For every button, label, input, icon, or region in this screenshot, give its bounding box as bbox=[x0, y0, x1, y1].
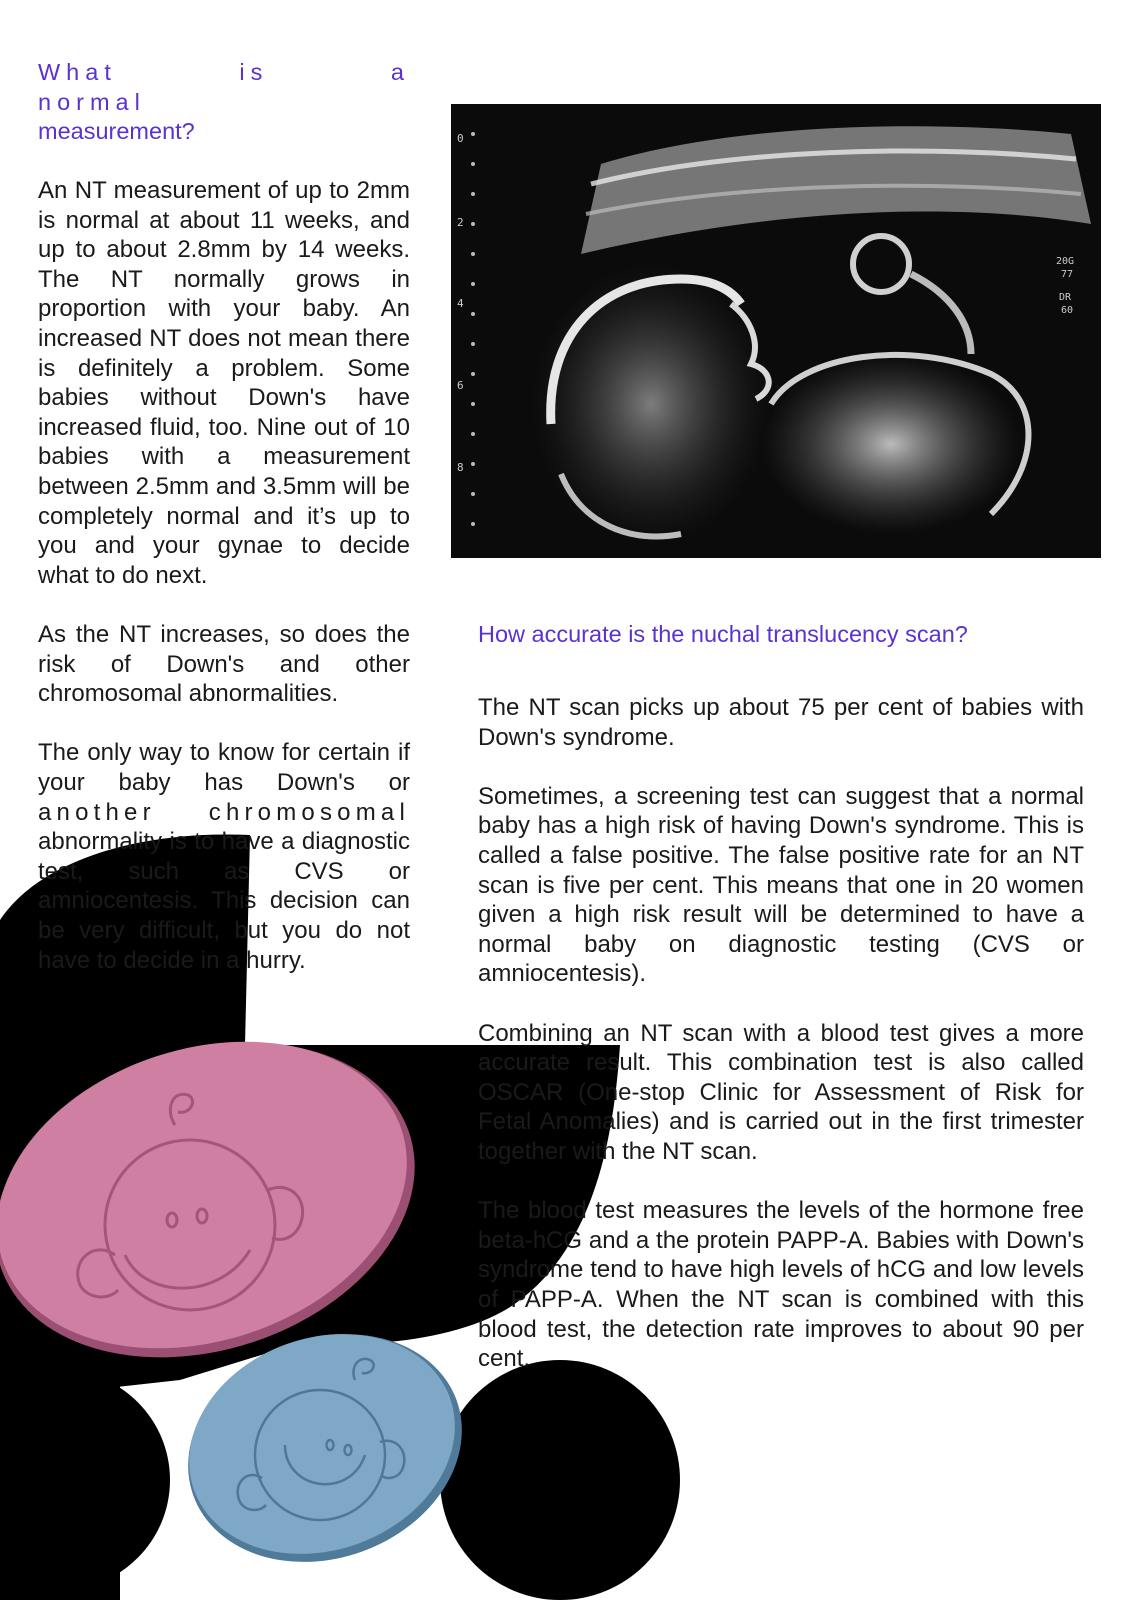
scan-setting-gain: 20G bbox=[1056, 256, 1075, 267]
ultrasound-scan-image bbox=[451, 104, 1101, 558]
depth-label-0: 0 bbox=[457, 132, 464, 145]
diagnostic-test-paragraph bbox=[38, 738, 410, 975]
heading-line-2: measurement? bbox=[38, 118, 195, 144]
nt-increase-paragraph: As the NT increases, so does the risk of Down's and other chromosomal abnormalities. bbox=[38, 621, 410, 708]
diagnostic-text-part-1: The only way to know for certain if your baby has Down's or bbox=[38, 739, 410, 796]
depth-label-2: 2 bbox=[457, 216, 464, 229]
left-column bbox=[38, 58, 410, 975]
scan-setting-dr-value: 60 bbox=[1061, 305, 1074, 316]
false-positive-paragraph: Sometimes, a screening test can suggest that a normal baby has a high risk of having Down's syndrome. This is called a false positive. The false positive rate for an NT scan is five per cent. This means that one in 20 women given a high risk result will be determined to have a normal baby on diagnostic testing (CVS or amniocentesis). bbox=[478, 782, 1084, 988]
accuracy-heading: How accurate is the nuchal translucency scan? bbox=[478, 621, 968, 647]
depth-label-8: 8 bbox=[457, 461, 464, 474]
nt-measurement-paragraph: An NT measurement of up to 2mm is normal at about 11 weeks, and up to about 2.8mm by 14 weeks. The NT normally grows in proportion with your baby. An increased NT does not mean there is definitely a problem. Some babies without Down's have increased fluid, too. Nine out of 10 babies with a measurement between 2.5mm and 3.5mm will be completely normal and it’s up to you and your gynae to decide what to do next. bbox=[38, 177, 410, 589]
right-column bbox=[478, 620, 1084, 1374]
scan-setting-gain-value: 77 bbox=[1061, 269, 1074, 280]
blood-test-paragraph: The blood test measures the levels of the hormone free beta-hCG and a the protein PAPP-A. Babies with Down's syndrome tend to have high levels of hCG and low levels of PAPP-A. When the NT scan is combined with this blood test, the detection rate improves to about 90 per cent. bbox=[478, 1197, 1084, 1373]
diagnostic-text-part-2: another chromosomal bbox=[38, 798, 410, 826]
diagnostic-text-part-3: abnormality is to have a diagnostic test, such as CVS or amniocentesis. This decision can be very difficult, but you do not have to decide in a hurry. bbox=[38, 828, 410, 974]
depth-label-6: 6 bbox=[457, 379, 464, 392]
heading-line-1: What is a normal bbox=[38, 59, 410, 115]
detection-rate-paragraph: The NT scan picks up about 75 per cent of babies with Down's syndrome. bbox=[478, 694, 1084, 751]
combined-test-paragraph: Combining an NT scan with a blood test gives a more accurate result. This combination test is also called OSCAR (One-stop Clinic for Assessment of Risk for Fetal Anomalies) and is carried out in the first trimester together with the NT scan. bbox=[478, 1019, 1084, 1165]
normal-measurement-heading bbox=[38, 58, 410, 147]
scan-setting-dr: DR bbox=[1059, 292, 1072, 303]
depth-label-4: 4 bbox=[457, 297, 464, 310]
